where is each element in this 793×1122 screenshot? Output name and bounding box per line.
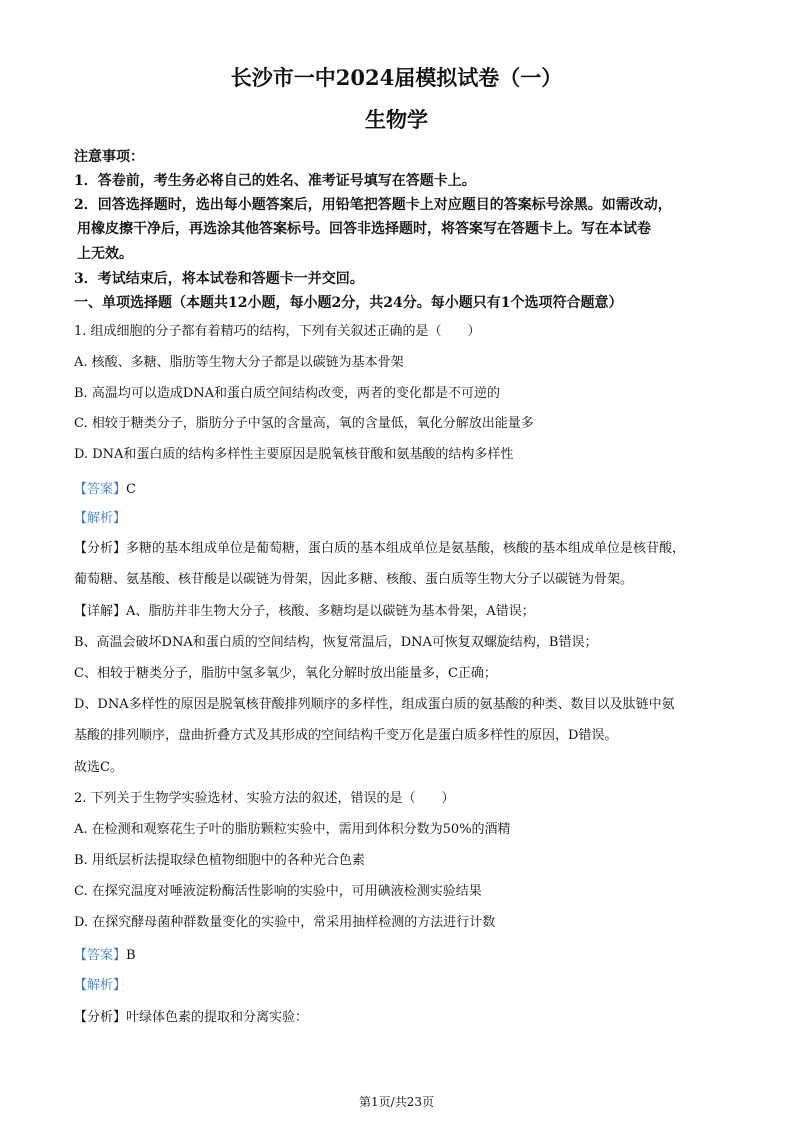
answer-line (74, 947, 136, 965)
answer-value: B (126, 948, 136, 963)
answer-line (74, 481, 136, 499)
xiangjie-line: 基酸的排列顺序，盘曲折叠方式及其形成的空间结构千变万化是蛋白质多样性的原因，D错误。 (74, 728, 618, 743)
section-heading: 一、单项选择题（本题共12小题，每小题2分，共24分。每小题只有1个选项符合题意） (74, 295, 623, 311)
conclusion: 故选C。 (74, 760, 123, 775)
fenxi-line: 【分析】叶绿体色素的提取和分离实验： (74, 1010, 309, 1025)
answer-value: C (126, 482, 136, 497)
answer-tag: 【答案】 (74, 948, 127, 963)
notice-item: 上无效。 (77, 246, 133, 262)
page-number: 第1页/共23页 (359, 1095, 434, 1109)
notice-item: 用橡皮擦干净后，再选涂其他答案标号。回答非选择题时，将答案写在答题卡上。写在本试卷 (77, 221, 651, 237)
fenxi-tag: 【分析】 (74, 1010, 127, 1025)
xiangjie-line: B、高温会破坏DNA和蛋白质的空间结构，恢复常温后，DNA可恢复双螺旋结构，B错误； (74, 635, 598, 650)
exam-title: 长沙市一中2024届模拟试卷（一） (230, 65, 563, 90)
notice-item: 2．回答选择题时，选出每小题答案后，用铅笔把答题卡上对应题目的答案标号涂黑。如需改动， (74, 197, 672, 213)
option-d: D. DNA和蛋白质的结构多样性主要原因是脱氧核苷酸和氨基酸的结构多样性 (74, 447, 514, 462)
option-c: C. 相较于糖类分子，脂肪分子中氢的含量高，氧的含量低，氧化分解放出能量多 (74, 416, 534, 431)
option-b: B. 用纸层析法提取绿色植物细胞中的各种光合色素 (74, 853, 365, 868)
xiangjie-line: D、DNA多样性的原因是脱氧核苷酸排列顺序的多样性，组成蛋白质的氨基酸的种类、数目以及肽链中氨 (74, 697, 675, 712)
xiangjie-line: C、相较于糖类分子，脂肪中氢多氧少，氧化分解时放出能量多，C正确； (74, 666, 497, 681)
xiangjie-line: 【详解】A、脂肪并非生物大分子，核酸、多糖均是以碳链为基本骨架，A错误； (74, 604, 535, 619)
analysis-tag: 【解析】 (74, 511, 127, 526)
question-stem: 1. 组成细胞的分子都有着精巧的结构，下列有关叙述正确的是（ ） (74, 324, 481, 339)
option-c: C. 在探究温度对唾液淀粉酶活性影响的实验中，可用碘液检测实验结果 (74, 884, 482, 899)
notice-item: 3．考试结束后，将本试卷和答题卡一并交回。 (74, 271, 364, 287)
answer-tag: 【答案】 (74, 482, 127, 497)
option-a: A. 在检测和观察花生子叶的脂肪颗粒实验中，需用到体积分数为50%的酒精 (74, 822, 511, 837)
fenxi-tag: 【分析】 (74, 541, 127, 556)
subject-title: 生物学 (365, 107, 428, 132)
analysis-tag: 【解析】 (74, 978, 127, 993)
question-stem: 2. 下列关于生物学实验选材、实验方法的叙述，错误的是（ ） (74, 791, 455, 806)
option-d: D. 在探究酵母菌种群数量变化的实验中，常采用抽样检测的方法进行计数 (74, 915, 496, 930)
option-a: A. 核酸、多糖、脂肪等生物大分子都是以碳链为基本骨架 (74, 355, 404, 370)
fenxi-line: 葡萄糖、氨基酸、核苷酸是以碳链为骨架，因此多糖、核酸、蛋白质等生物大分子以碳链为骨架。 (74, 572, 634, 587)
fenxi-line: 【分析】多糖的基本组成单位是葡萄糖，蛋白质的基本组成单位是氨基酸，核酸的基本组成单位是核苷酸， (74, 541, 686, 556)
option-b: B. 高温均可以造成DNA和蛋白质空间结构改变，两者的变化都是不可逆的 (74, 386, 501, 401)
notice-item: 1．答卷前，考生务必将自己的姓名、准考证号填写在答题卡上。 (74, 173, 476, 189)
notice-heading: 注意事项： (74, 149, 144, 165)
xiangjie-tag: 【详解】 (74, 604, 127, 619)
